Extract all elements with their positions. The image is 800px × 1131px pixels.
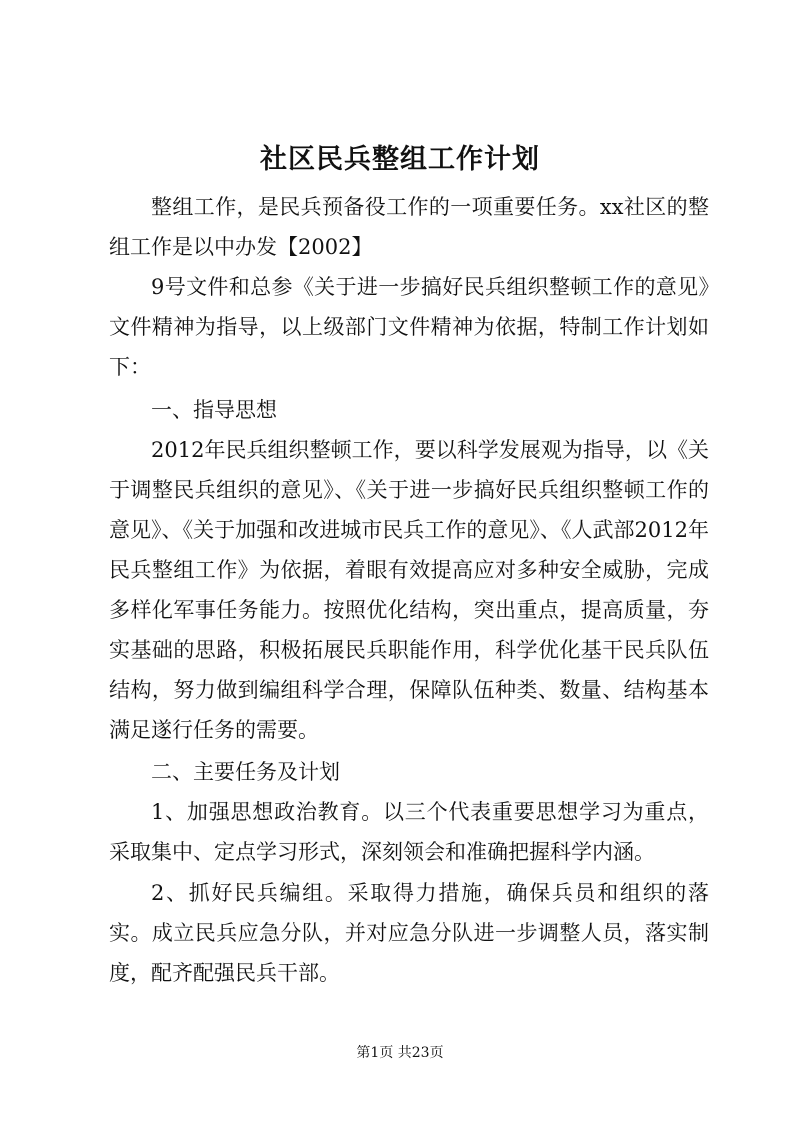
paragraph-task-1: 1、加强思想政治教育。以三个代表重要思想学习为重点，采取集中、定点学习形式，深刻领会和准确把握科学内涵。 xyxy=(109,800,709,864)
page-number-footer: 第1页 共23页 xyxy=(356,1045,444,1061)
paragraph-basis: 9号文件和总参《关于进一步搞好民兵组织整顿工作的意见》文件精神为指导，以上级部门文件精神为依据，特制工作计划如下： xyxy=(109,275,709,379)
document-title: 社区民兵整组工作计划 xyxy=(260,144,540,175)
section-heading-main-tasks: 二、主要任务及计划 xyxy=(151,760,340,784)
section-heading-guiding-thought: 一、指导思想 xyxy=(151,398,277,422)
paragraph-guiding-thought: 2012年民兵组织整顿工作，要以科学发展观为指导，以《关于调整民兵组织的意见》、《关于进一步搞好民兵组织整顿工作的意见》、《关于加强和改进城市民兵工作的意见》、《人武部2012年民兵整组工作》为依据，着眼有效提高应对多种安全威胁，完成多样化军事任务能力。按照优化结构，突出重点，提高质量，夯实基础的思路，积极拓展民兵职能作用，科学优化基干民兵队伍结构，努力做到编组科学合理，保障队伍种类、数量、结构基本满足遂行任务的需要。 xyxy=(109,438,709,742)
paragraph-task-2: 2、抓好民兵编组。采取得力措施，确保兵员和组织的落实。成立民兵应急分队，并对应急分队进一步调整人员，落实制度，配齐配强民兵干部。 xyxy=(109,881,709,985)
paragraph-intro: 整组工作，是民兵预备役工作的一项重要任务。xx社区的整组工作是以中办发【2002】 xyxy=(109,195,709,259)
